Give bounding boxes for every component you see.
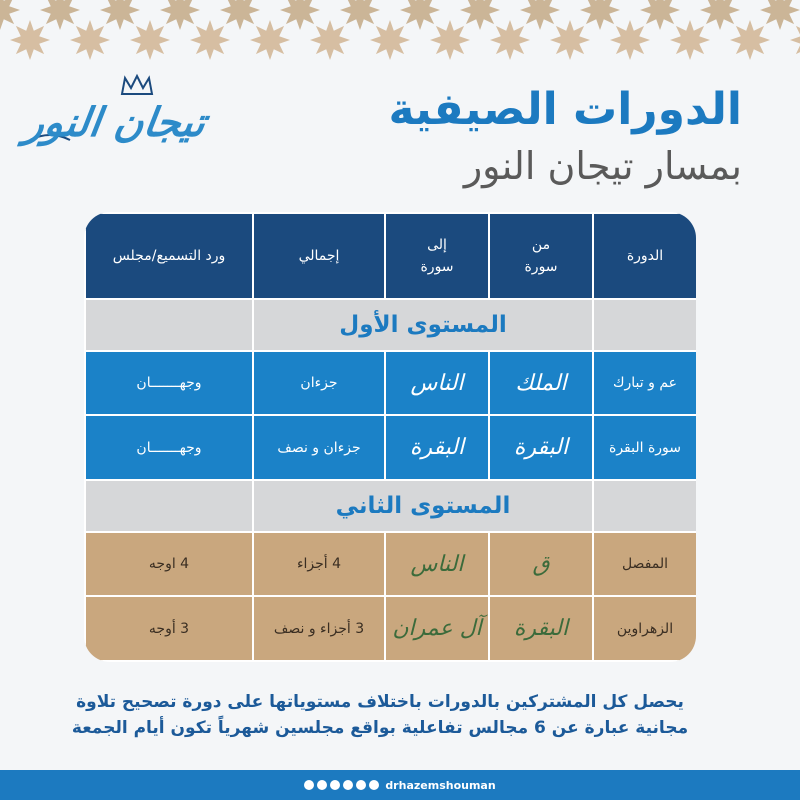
instagram-icon[interactable] (330, 780, 340, 790)
course-cell: الزهراوين (593, 596, 696, 661)
header-total: إجمالي (253, 213, 385, 299)
to-sura-cell: الناس (385, 351, 489, 416)
youtube-icon[interactable] (343, 780, 353, 790)
header-course: الدورة (593, 213, 696, 299)
header-wird: ورد التسميع/مجلس (85, 213, 253, 299)
wird-cell: 3 أوجه (85, 596, 253, 661)
to-sura-cell: الناس (385, 532, 489, 597)
level-1-label: المستوى الأول (339, 311, 507, 338)
course-cell: سورة البقرة (593, 415, 696, 480)
table-row (85, 351, 696, 416)
level-1-section-row (85, 299, 696, 351)
header-to-sura: إلى سورة (385, 213, 489, 299)
course-table (84, 212, 696, 662)
from-sura-cell: البقرة (489, 596, 593, 661)
total-cell: 3 أجزاء و نصف (253, 596, 385, 661)
pattern-star (430, 20, 470, 60)
pattern-star (670, 20, 710, 60)
pattern-star (130, 20, 170, 60)
pattern-star (10, 20, 50, 60)
pattern-star (610, 20, 650, 60)
pattern-star (190, 20, 230, 60)
logo-wordmark: تيجان النور (21, 100, 209, 146)
total-cell: جزءان (253, 351, 385, 416)
table-header-row (85, 213, 696, 299)
social-handle[interactable]: drhazemshouman (385, 778, 496, 792)
geometric-pattern-banner (0, 0, 800, 70)
header-from-sura: من سورة (489, 213, 593, 299)
table-row (85, 532, 696, 597)
table-row (85, 596, 696, 661)
table-row (85, 415, 696, 480)
to-sura-cell: البقرة (385, 415, 489, 480)
tiktok-icon[interactable] (356, 780, 366, 790)
footer-line-2: مجانية عبارة عن 6 مجالس تفاعلية بواقع مجلسين شهرياً تكون أيام الجمعة (71, 717, 689, 738)
wird-cell: وجهـــــــان (85, 415, 253, 480)
telegram-icon[interactable] (369, 780, 379, 790)
level-2-section-row (85, 480, 696, 532)
page-title: الدورات الصيفية (388, 84, 742, 135)
wird-cell: 4 اوجه (85, 532, 253, 597)
page-subtitle: بمسار تيجان النور (463, 144, 742, 188)
from-sura-cell: الملك (489, 351, 593, 416)
total-cell: 4 أجزاء (253, 532, 385, 597)
to-sura-cell: آل عمران (385, 596, 489, 661)
level-2-label: المستوى الثاني (335, 492, 511, 519)
pattern-star (490, 20, 530, 60)
pattern-star (70, 20, 110, 60)
pattern-star (310, 20, 350, 60)
pattern-star (370, 20, 410, 60)
from-sura-cell: البقرة (489, 415, 593, 480)
course-cell: المفصل (593, 532, 696, 597)
social-handle-row (0, 770, 800, 800)
footer-note (60, 690, 700, 741)
wird-cell: وجهـــــــان (85, 351, 253, 416)
pattern-star (730, 20, 770, 60)
total-cell: جزءان و نصف (253, 415, 385, 480)
pattern-star (550, 20, 590, 60)
course-cell: عم و تبارك (593, 351, 696, 416)
footer-line-1: يحصل كل المشتركين بالدورات باختلاف مستوياتها على دورة تصحيح تلاوة (76, 692, 684, 712)
from-sura-cell: ق (489, 532, 593, 597)
x-icon[interactable] (317, 780, 327, 790)
facebook-icon[interactable] (304, 780, 314, 790)
pattern-star (250, 20, 290, 60)
